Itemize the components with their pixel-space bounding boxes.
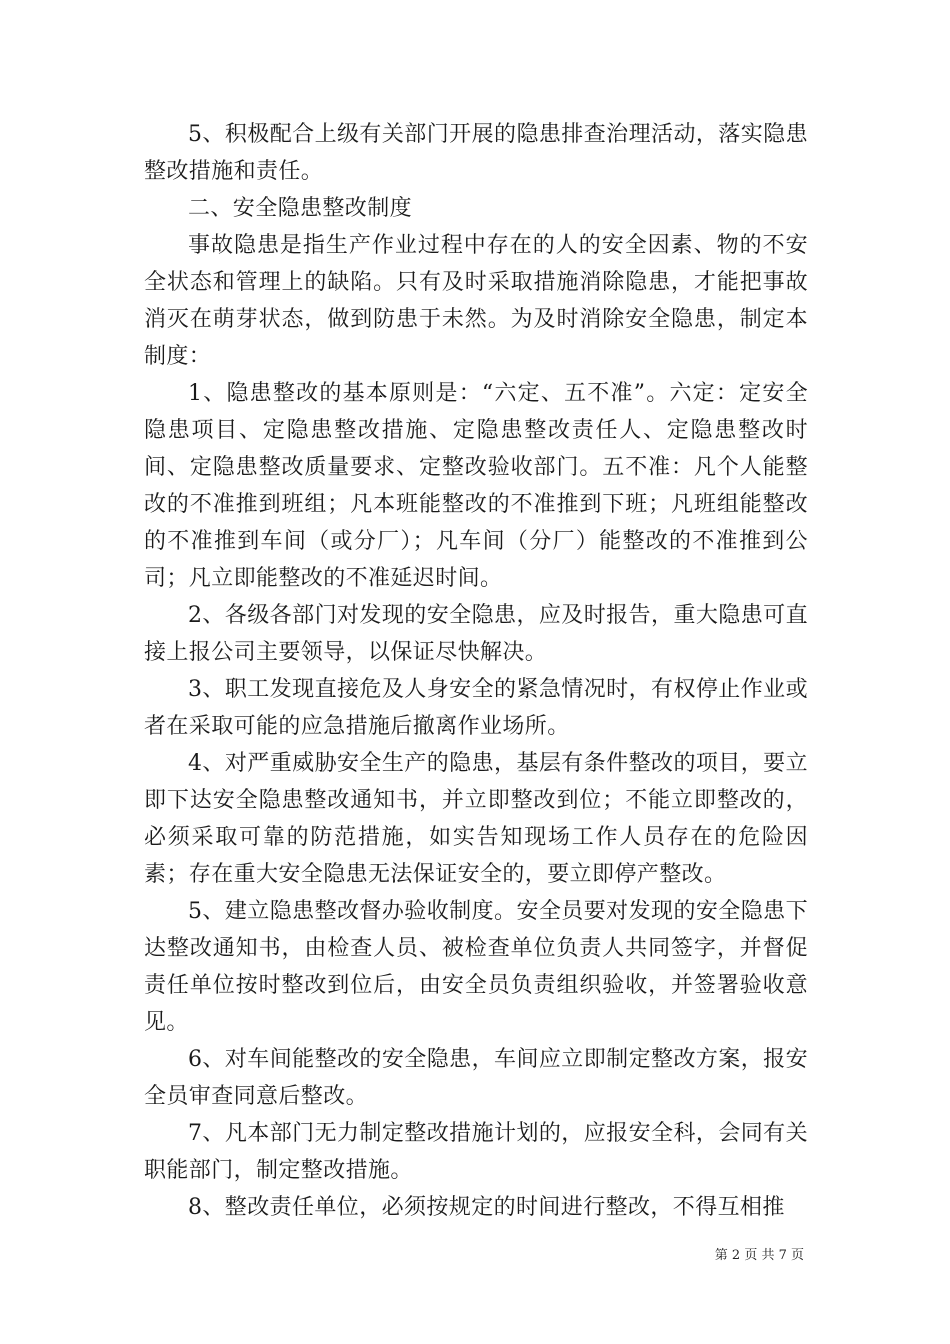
paragraph-rule-7: 7、凡本部门无力制定整改措施计划的，应报安全科，会同有关职能部门，制定整改措施。 bbox=[144, 1121, 808, 1183]
paragraph-rule-8: 8、整改责任单位，必须按规定的时间进行整改，不得互相推 bbox=[188, 1195, 785, 1220]
section-heading-rectification-system: 二、安全隐患整改制度 bbox=[188, 196, 413, 221]
document-body bbox=[144, 116, 808, 1226]
page-number-footer: 第 2 页 共 7 页 bbox=[714, 1248, 804, 1263]
paragraph-rule-1: 1、隐患整改的基本原则是：“六定、五不准”。六定：定安全隐患项目、定隐患整改措施、定隐患整改责任人、定隐患整改时间、定隐患整改质量要求、定整改验收部门。五不准：凡个人能整改的不准推到班组；凡本班能整改的不准推到下班；凡班组能整改的不准推到车间（或分厂）；凡车间（分厂）能整改的不准推到公司；凡立即能整改的不准延迟时间。 bbox=[144, 381, 808, 591]
paragraph-rule-6: 6、对车间能整改的安全隐患，车间应立即制定整改方案，报安全员审查同意后整改。 bbox=[144, 1047, 808, 1109]
paragraph-rule-3: 3、职工发现直接危及人身安全的紧急情况时，有权停止作业或者在采取可能的应急措施后撤离作业场所。 bbox=[144, 677, 808, 739]
paragraph-item-5-duties: 5、积极配合上级有关部门开展的隐患排查治理活动，落实隐患整改措施和责任。 bbox=[144, 122, 808, 184]
paragraph-rule-5: 5、建立隐患整改督办验收制度。安全员要对发现的安全隐患下达整改通知书，由检查人员、被检查单位负责人共同签字，并督促责任单位按时整改到位后，由安全员负责组织验收，并签署验收意见。 bbox=[144, 899, 808, 1035]
paragraph-rule-2: 2、各级各部门对发现的安全隐患，应及时报告，重大隐患可直接上报公司主要领导，以保证尽快解决。 bbox=[144, 603, 808, 665]
paragraph-intro: 事故隐患是指生产作业过程中存在的人的安全因素、物的不安全状态和管理上的缺陷。只有及时采取措施消除隐患，才能把事故消灭在萌芽状态，做到防患于未然。为及时消除安全隐患，制定本制度： bbox=[144, 233, 808, 369]
paragraph-rule-4: 4、对严重威胁安全生产的隐患，基层有条件整改的项目，要立即下达安全隐患整改通知书，并立即整改到位；不能立即整改的，必须采取可靠的防范措施，如实告知现场工作人员存在的危险因素；存在重大安全隐患无法保证安全的，要立即停产整改。 bbox=[144, 751, 808, 887]
